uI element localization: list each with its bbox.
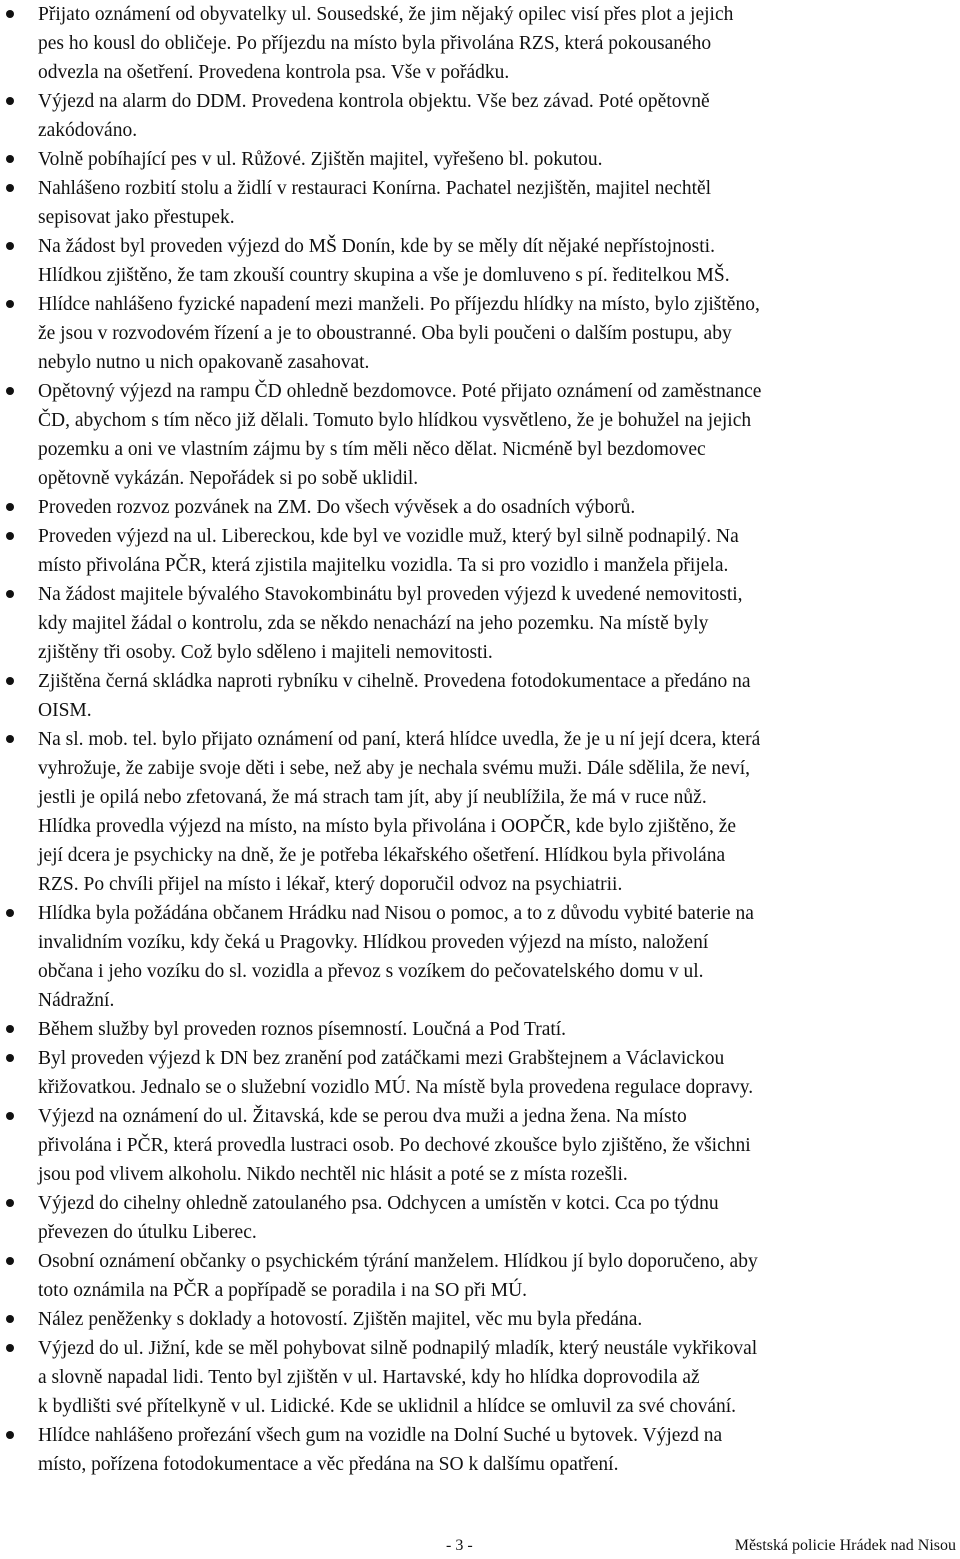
text-line: pozemku a oni ve vlastním zájmu by s tím měli něco dělat. Nicméně byl bezdomovec <box>38 439 706 460</box>
text-line: Nahlášeno rozbití stolu a židlí v restauraci Konírna. Pachatel nezjištěn, majitel nechtěl <box>38 178 712 199</box>
text-line: Výjezd na alarm do DDM. Provedena kontrola objektu. Vše bez závad. Poté opětovně <box>38 91 710 112</box>
list-item-text <box>38 377 954 493</box>
text-line: Na sl. mob. tel. bylo přijato oznámení od paní, která hlídce uvedla, že je u ní její dcera, která <box>38 729 761 750</box>
bullet-icon <box>6 1431 14 1439</box>
list-item <box>0 145 960 174</box>
bullet-icon <box>6 1344 14 1352</box>
bullet-icon <box>6 10 14 18</box>
list-item-text <box>38 725 954 899</box>
text-line: že jsou v rozvodovém řízení a je to oboustranné. Oba byli poučeni o dalším postupu, aby <box>38 323 732 344</box>
list-item-text <box>38 290 954 377</box>
text-line: Výjezd do cihelny ohledně zatoulaného psa. Odchycen a umístěn v kotci. Cca po týdnu <box>38 1193 719 1214</box>
text-line: a slovně napadal lidi. Tento byl zjištěn v ul. Hartavské, kdy ho hlídka doprovodila až <box>38 1367 700 1388</box>
list-item <box>0 725 960 899</box>
text-line: pes ho kousl do obličeje. Po příjezdu na místo byla přivolána RZS, která pokousaného <box>38 33 712 54</box>
list-item-text <box>38 1305 954 1334</box>
text-line: Proveden rozvoz pozvánek na ZM. Do všech vývěsek a do osadních výborů. <box>38 497 636 518</box>
list-item <box>0 1189 960 1247</box>
list-item <box>0 1305 960 1334</box>
text-line: opětovně vykázán. Nepořádek si po sobě uklidil. <box>38 468 419 489</box>
list-item-text <box>38 87 954 145</box>
footer-organization: Městská policie Hrádek nad Nisou <box>734 1537 956 1554</box>
list-item-text <box>38 1334 954 1421</box>
bullet-icon <box>6 677 14 685</box>
text-line: k bydlišti své přítelkyně v ul. Lidické. Kde se uklidnil a hlídce se omluvil za své chování. <box>38 1396 737 1417</box>
page-footer <box>0 1536 960 1556</box>
list-item <box>0 1044 960 1102</box>
text-line: Opětovný výjezd na rampu ČD ohledně bezdomovce. Poté přijato oznámení od zaměstnance <box>38 381 762 402</box>
bullet-icon <box>6 387 14 395</box>
bullet-icon <box>6 242 14 250</box>
text-line: místo, pořízena fotodokumentace a věc předána na SO k dalšímu opatření. <box>38 1454 619 1475</box>
list-item-text <box>38 232 954 290</box>
list-item <box>0 1421 960 1479</box>
text-line: Proveden výjezd na ul. Libereckou, kde byl ve vozidle muž, který byl silně podnapilý. Na <box>38 526 739 547</box>
list-item <box>0 1102 960 1189</box>
text-line: křižovatkou. Jednalo se o služební vozidlo MÚ. Na místě byla provedena regulace dopravy. <box>38 1077 754 1098</box>
bullet-icon <box>6 1025 14 1033</box>
bullet-icon <box>6 155 14 163</box>
bullet-icon <box>6 1315 14 1323</box>
text-line: ČD, abychom s tím něco již dělali. Tomuto bylo hlídkou vysvětleno, že je bohužel na jejich <box>38 410 752 431</box>
list-item-text <box>38 899 954 1015</box>
bullet-icon <box>6 300 14 308</box>
list-item <box>0 1247 960 1305</box>
text-line: Výjezd do ul. Jižní, kde se měl pohybovat silně podnapilý mladík, který neustále vykřikoval <box>38 1338 758 1359</box>
text-line: sepisovat jako přestupek. <box>38 207 235 228</box>
text-line: zakódováno. <box>38 120 138 141</box>
list-item-text <box>38 1421 954 1479</box>
list-item <box>0 174 960 232</box>
text-line: vyhrožuje, že zabije svoje děti i sebe, než aby je nechala svému muži. Dále sdělila, že neví, <box>38 758 750 779</box>
text-line: OISM. <box>38 700 92 721</box>
list-item <box>0 667 960 725</box>
text-line: Byl proveden výjezd k DN bez zranění pod zatáčkami mezi Grabštejnem a Václavickou <box>38 1048 725 1069</box>
text-line: odvezla na ošetření. Provedena kontrola psa. Vše v pořádku. <box>38 62 510 83</box>
text-line: Hlídkou zjištěno, že tam zkouší country skupina a vše je domluveno s pí. ředitelkou MŠ. <box>38 265 730 286</box>
list-item <box>0 522 960 580</box>
bullet-icon <box>6 735 14 743</box>
list-item <box>0 290 960 377</box>
bullet-icon <box>6 1257 14 1265</box>
list-item-text <box>38 1102 954 1189</box>
text-line: toto oznámila na PČR a popřípadě se poradila i na SO při MÚ. <box>38 1280 528 1301</box>
text-line: RZS. Po chvíli přijel na místo i lékař, který doporučil odvoz na psychiatrii. <box>38 874 623 895</box>
text-line: Hlídka provedla výjezd na místo, na místo byla přivolána i OOPČR, kde bylo zjištěno, že <box>38 816 737 837</box>
text-line: občana i jeho vozíku do sl. vozidla a převoz s vozíkem do pečovatelského domu v ul. <box>38 961 704 982</box>
list-item-text <box>38 174 954 232</box>
text-line: zjištěny tři osoby. Což bylo sděleno i majiteli nemovitosti. <box>38 642 493 663</box>
text-line: invalidním vozíku, kdy čeká u Pragovky. Hlídkou proveden výjezd na místo, naložení <box>38 932 709 953</box>
text-line: její dcera je psychicky na dně, že je potřeba lékařského ošetření. Hlídkou byla přivolána <box>38 845 726 866</box>
list-item-text <box>38 1247 954 1305</box>
text-line: Volně pobíhající pes v ul. Růžové. Zjištěn majitel, vyřešeno bl. pokutou. <box>38 149 603 170</box>
text-line: Během služby byl proveden roznos písemností. Loučná a Pod Tratí. <box>38 1019 567 1040</box>
list-item-text <box>38 1044 954 1102</box>
list-item <box>0 0 960 87</box>
text-line: Nádražní. <box>38 990 115 1011</box>
list-item-text <box>38 580 954 667</box>
page-number: - 3 - <box>446 1537 473 1554</box>
text-line: Zjištěna černá skládka naproti rybníku v cihelně. Provedena fotodokumentace a předáno na <box>38 671 751 692</box>
list-item-text <box>38 0 954 87</box>
text-line: Na žádost byl proveden výjezd do MŠ Donín, kde by se měly dít nějaké nepřístojnosti. <box>38 236 715 257</box>
list-item-text <box>38 667 954 725</box>
list-item <box>0 87 960 145</box>
list-item <box>0 580 960 667</box>
text-line: Výjezd na oznámení do ul. Žitavská, kde se perou dva muži a jedna žena. Na místo <box>38 1106 687 1127</box>
text-line: nebylo nutno u nich opakovaně zasahovat. <box>38 352 370 373</box>
list-item-text <box>38 145 954 174</box>
list-item-text <box>38 1189 954 1247</box>
list-item <box>0 899 960 1015</box>
bullet-icon <box>6 97 14 105</box>
text-line: Hlídce nahlášeno prořezání všech gum na vozidle na Dolní Suché u bytovek. Výjezd na <box>38 1425 723 1446</box>
bullet-icon <box>6 532 14 540</box>
text-line: místo přivolána PČR, která zjistila majitelku vozidla. Ta si pro vozidlo i manžela přijela. <box>38 555 729 576</box>
bullet-icon <box>6 590 14 598</box>
list-item <box>0 1015 960 1044</box>
bullet-icon <box>6 184 14 192</box>
text-line: Na žádost majitele bývalého Stavokombinátu byl proveden výjezd k uvedené nemovitosti, <box>38 584 743 605</box>
text-line: Osobní oznámení občanky o psychickém týrání manželem. Hlídkou jí bylo doporučeno, aby <box>38 1251 758 1272</box>
text-line: jsou pod vlivem alkoholu. Nikdo nechtěl nic hlásit a poté se z místa rozešli. <box>38 1164 628 1185</box>
list-item-text <box>38 522 954 580</box>
text-line: Hlídka byla požádána občanem Hrádku nad Nisou o pomoc, a to z důvodu vybité baterie na <box>38 903 754 924</box>
bullet-icon <box>6 909 14 917</box>
bullet-icon <box>6 1112 14 1120</box>
list-item-text <box>38 493 954 522</box>
list-item <box>0 1334 960 1421</box>
text-line: přivolána i PČR, která provedla lustraci osob. Po dechové zkoušce bylo zjištěno, že všichni <box>38 1135 751 1156</box>
list-item-text <box>38 1015 954 1044</box>
text-line: Nález peněženky s doklady a hotovostí. Zjištěn majitel, věc mu byla předána. <box>38 1309 643 1330</box>
text-line: jestli je opilá nebo zfetovaná, že má strach tam jít, aby jí neublížila, že má v ruce nůž. <box>38 787 707 808</box>
bullet-icon <box>6 1199 14 1207</box>
text-line: kdy majitel žádal o kontrolu, zda se někdo nenachází na jeho pozemku. Na místě byly <box>38 613 709 634</box>
bullet-icon <box>6 503 14 511</box>
text-line: Hlídce nahlášeno fyzické napadení mezi manželi. Po příjezdu hlídky na místo, bylo zjištěno, <box>38 294 760 315</box>
list-item <box>0 232 960 290</box>
list-item <box>0 377 960 493</box>
text-line: převezen do útulku Liberec. <box>38 1222 257 1243</box>
text-line: Přijato oznámení od obyvatelky ul. Sousedské, že jim nějaký opilec visí přes plot a jejich <box>38 4 734 25</box>
list-item <box>0 493 960 522</box>
bullet-icon <box>6 1054 14 1062</box>
